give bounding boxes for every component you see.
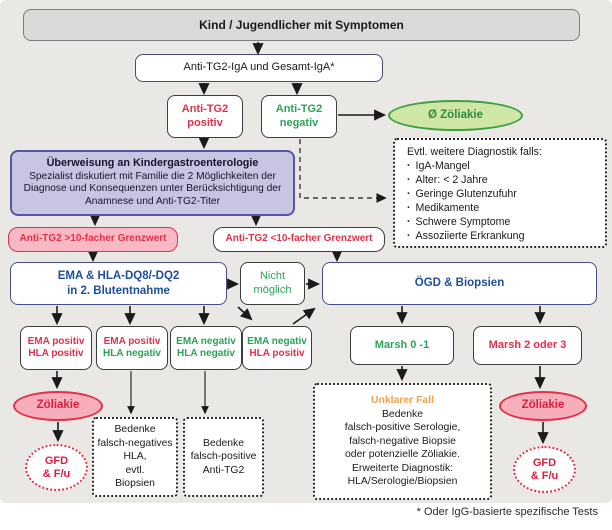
diagnostics-item-text: · Geringe Glutenzufuhr	[415, 187, 517, 200]
diagnostics-title: Evtl. weitere Diagnostik falls:	[407, 146, 542, 158]
diagnostics-item-text: · Medikamente	[415, 201, 480, 214]
referral-body: Spezialist diskutiert mit Familie die 2 Möglichkeiten der Diagnose und Konsequenzen unter Berücksichtigung der Anamnese und Anti-TG2-Titer	[23, 170, 282, 208]
node-not-possible	[240, 262, 305, 305]
node-symptoms: Kind / Jugendlicher mit Symptomen	[23, 9, 580, 41]
unclear-line: oder potenzielle Zöliakie.	[345, 449, 460, 461]
result3-hla: HLA negativ	[177, 348, 235, 359]
result3-ema: EMA negativ	[176, 335, 236, 347]
not-possible-line1: Nicht	[259, 269, 286, 282]
node-gfd-followup-left	[25, 444, 88, 491]
node-marsh-0-1	[350, 326, 454, 365]
referral-title: Überweisung an Kindergastroenterologie	[46, 157, 259, 170]
node-anti-tg2-negative	[261, 95, 337, 138]
gt10-label: Anti-TG2 >10-facher Grenzwert	[19, 233, 167, 245]
diagnostics-item-text: · Assoziierte Erkrankung	[415, 229, 525, 242]
diagnostics-item	[407, 188, 597, 202]
node-oegd-biopsies	[322, 262, 597, 305]
node-anti-tg2-positive	[167, 95, 243, 138]
consider-hla-line: evtl.	[125, 464, 145, 476]
consider-hla-line: Bedenke	[114, 424, 156, 436]
node-ema-hla	[10, 262, 227, 305]
marsh23-label: Marsh 2 oder 3	[488, 338, 567, 351]
gfd-right-line1: GFD	[532, 456, 557, 469]
marsh01-label: Marsh 0 -1	[374, 338, 430, 351]
ema-hla-line1: EMA & HLA-DQ8/-DQ2	[57, 270, 180, 283]
result1-ema: EMA positiv	[27, 335, 85, 347]
result4-hla: HLA positiv	[249, 348, 305, 359]
consider-tg2-line: falsch-positive	[190, 451, 257, 463]
node-result-ema-pos-hla-neg	[96, 326, 168, 370]
anti-tg2-positive-line1: Anti-TG2	[181, 102, 229, 115]
node-marsh-2-3	[473, 326, 582, 365]
node-gt10-limit	[8, 227, 178, 252]
diagnostics-item	[407, 174, 597, 188]
ema-hla-line2: in 2. Blutentnahme	[67, 284, 170, 297]
gfd-left-line1: GFD	[44, 454, 69, 467]
consider-tg2-line: Anti-TG2	[202, 464, 245, 476]
node-serology: Anti-TG2-IgA und Gesamt-IgA*	[135, 54, 383, 82]
no-celiac-label: Ø Zöliakie	[428, 108, 483, 121]
node-result-ema-neg-hla-pos	[242, 326, 312, 370]
node-celiac-right: Zöliakie	[499, 391, 587, 421]
consider-tg2-line: Bedenke	[202, 437, 245, 449]
result1-hla: HLA positiv	[28, 348, 84, 359]
anti-tg2-negative-line2: negativ	[279, 116, 319, 129]
node-no-celiac	[388, 100, 523, 131]
consider-hla-line: falsch-negatives	[97, 437, 173, 449]
result2-hla: HLA negativ	[103, 348, 161, 359]
diagnostics-item	[407, 202, 597, 216]
diagnostics-item	[407, 216, 597, 230]
footnote: * Oder IgG-basierte spezifische Tests	[416, 506, 598, 518]
node-lt10-limit	[213, 227, 385, 252]
unclear-line: Bedenke	[381, 408, 424, 420]
node-further-diagnostics	[393, 138, 607, 248]
gfd-left-line2: & F/u	[42, 467, 71, 480]
diagnostics-item-text: · Alter: < 2 Jahre	[415, 173, 488, 186]
diagnostics-item-text: · Schwere Symptome	[415, 215, 511, 228]
result4-ema: EMA negativ	[247, 335, 307, 347]
consider-hla-line: Biopsien	[115, 478, 155, 490]
consider-hla-line: HLA,	[123, 451, 147, 463]
unclear-line: Erweiterte Diagnostik:	[351, 462, 454, 474]
gfd-right-line2: & F/u	[530, 469, 559, 482]
node-celiac-left: Zöliakie	[13, 391, 103, 421]
lt10-label: Anti-TG2 <10-facher Grenzwert	[225, 233, 373, 245]
diagnostics-item-text: · IgA-Mangel	[415, 160, 470, 172]
node-gfd-followup-right	[513, 446, 576, 493]
oegd-label: ÖGD & Biopsien	[414, 277, 505, 290]
not-possible-line2: möglich	[253, 283, 292, 296]
diagnostics-item	[407, 230, 597, 244]
unclear-title: Unklarer Fall	[371, 395, 434, 407]
diagnostics-item	[407, 160, 597, 174]
node-unclear-case	[313, 383, 492, 500]
unclear-line: HLA/Serologie/Biopsien	[347, 476, 458, 488]
unclear-line: falsch-positive Serologie,	[344, 422, 461, 434]
node-result-ema-neg-hla-neg	[170, 326, 242, 370]
anti-tg2-negative-line1: Anti-TG2	[275, 102, 323, 115]
node-referral	[10, 150, 295, 216]
anti-tg2-positive-line2: positiv	[187, 116, 223, 129]
node-result-ema-pos-hla-pos	[20, 326, 92, 370]
unclear-line: falsch-negative Biopsie	[349, 435, 456, 447]
node-consider-false-positive-tg2	[183, 417, 264, 497]
result2-ema: EMA positiv	[103, 335, 161, 347]
node-consider-false-negative-hla	[92, 417, 178, 497]
